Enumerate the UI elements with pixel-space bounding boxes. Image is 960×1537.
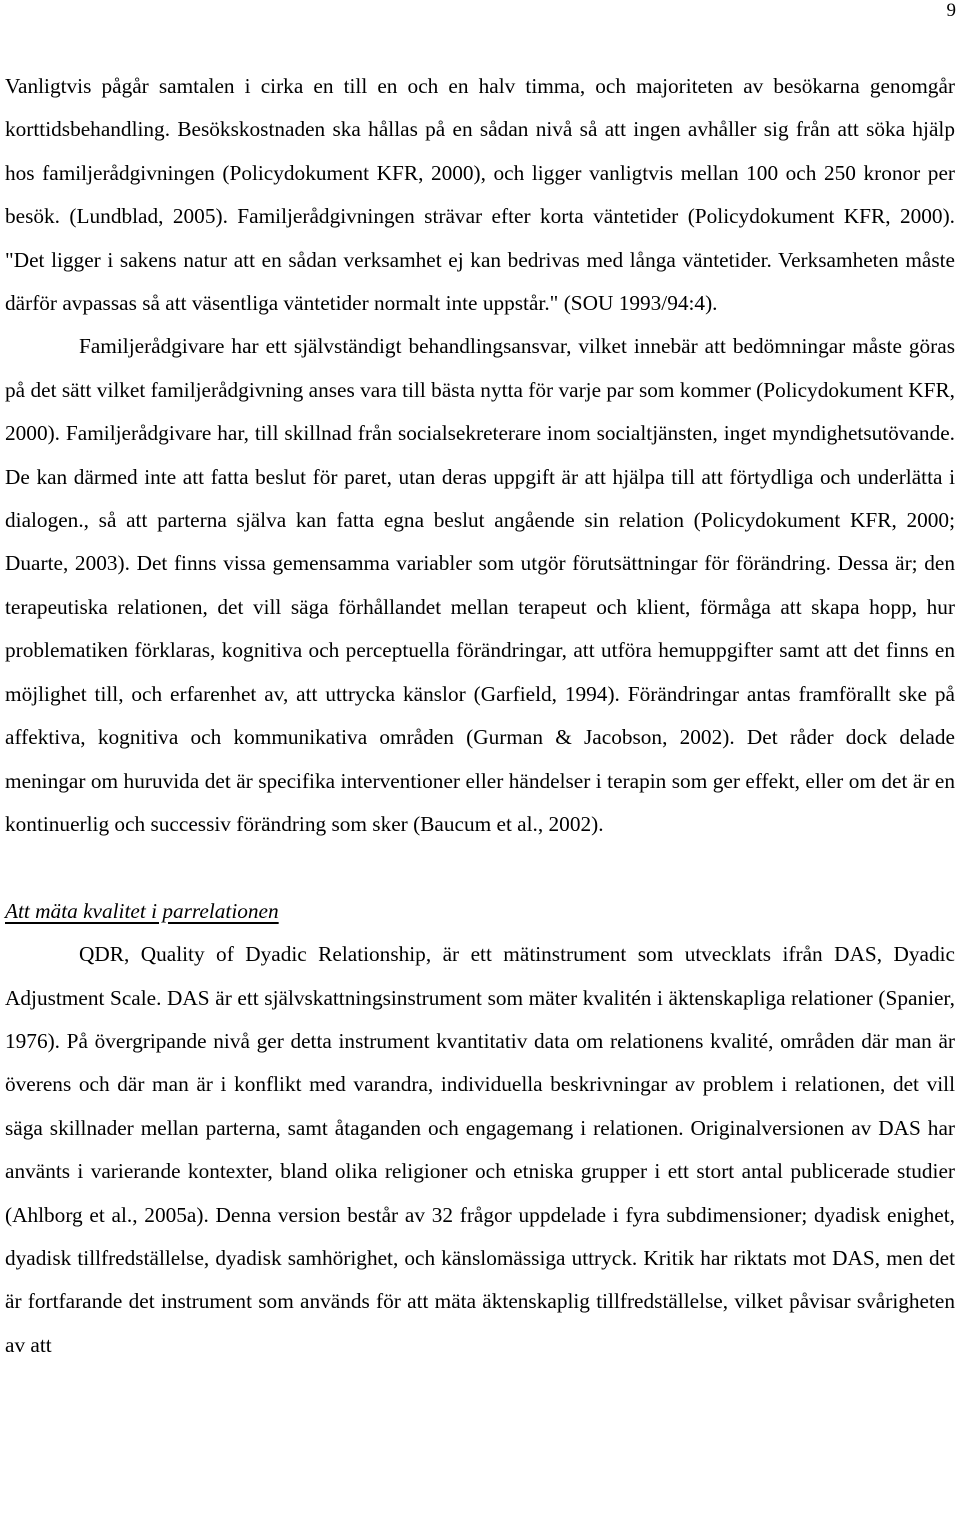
paragraph-1: Vanligtvis pågår samtalen i cirka en till en och en halv timma, och majoriteten av besökarna genomgår korttidsbehandling. Besökskostnaden ska hållas på en sådan nivå så att ingen avhåller sig från att söka hjälp hos familjerådgivningen (Policydokument KFR, 2000), och ligger vanligtvis mellan 100 och 250 kronor per besök. (Lundblad, 2005). Familjerådgivningen strävar efter korta väntetider (Policydokument KFR, 2000). "Det ligger i sakens natur att en sådan verksamhet ej kan bedrivas med långa väntetider. Verksamheten måste därför avpassas så att väsentliga väntetider normalt inte uppstår." (SOU 1993/94:4). (5, 74, 955, 316)
section-heading: Att mäta kvalitet i parrelationen (5, 898, 279, 923)
page-number: 9 (946, 0, 956, 21)
paragraph-2: Familjerådgivare har ett självständigt behandlingsansvar, vilket innebär att bedömningar måste göras på det sätt vilket familjerådgivning anses vara till bästa nytta för varje par som kommer (Policydokument KFR, 2000). Familjerådgivare har, till skillnad från socialsekreterare inom socialtjänsten, inget myndighetsutövande. De kan därmed inte att fatta beslut för paret, utan deras uppgift är att hjälpa till att förtydliga och underlätta i dialogen., så att parterna själva kan fatta egna beslut angående sin relation (Policydokument KFR, 2000; Duarte, 2003). Det finns vissa gemensamma variabler som utgör förutsättningar för förändring. Dessa är; den terapeutiska relationen, det vill säga förhållandet mellan terapeut och klient, förmåga att skapa hopp, hur problematiken förklaras, kognitiva och perceptuella förändringar, att utföra hemuppgifter samt att det finns en möjlighet till, och erfarenhet av, att uttrycka känslor (Garfield, 1994). Förändringar antas framförallt ske på affektiva, kognitiva och kommunikativa områden (Gurman & Jacobson, 2002). Det råder dock delade meningar om huruvida det är specifika interventioner eller händelser i terapin som ger effekt, eller om det är en kontinuerlig och successiv förändring som sker (Baucum et al., 2002). (5, 334, 955, 836)
paragraph-3: QDR, Quality of Dyadic Relationship, är ett mätinstrument som utvecklats ifrån DAS, Dyadic Adjustment Scale. DAS är ett självskattningsinstrument som mäter kvalitén i äktenskapliga relationer (Spanier, 1976). På övergripande nivå ger detta instrument kvantitativ data om relationens kvalité, områden där man är överens och där man är i konflikt med varandra, individuella beskrivningar av problem i relationen, det vill säga skillnader mellan parterna, samt åtaganden och engagemang i relationen. Originalversionen av DAS har använts i varierande kontexter, bland olika religioner och etniska grupper i ett stort antal publicerade studier (Ahlborg et al., 2005a). Denna version består av 32 frågor uppdelade i fyra subdimensioner; dyadisk enighet, dyadisk tillfredställelse, dyadisk samhörighet, och känslomässiga uttryck. Kritik har riktats mot DAS, men det är fortfarande det instrument som används för att mäta äktenskaplig tillfredställelse, vilket påvisar svårigheten av att (5, 942, 955, 1357)
document-body (5, 65, 955, 1367)
